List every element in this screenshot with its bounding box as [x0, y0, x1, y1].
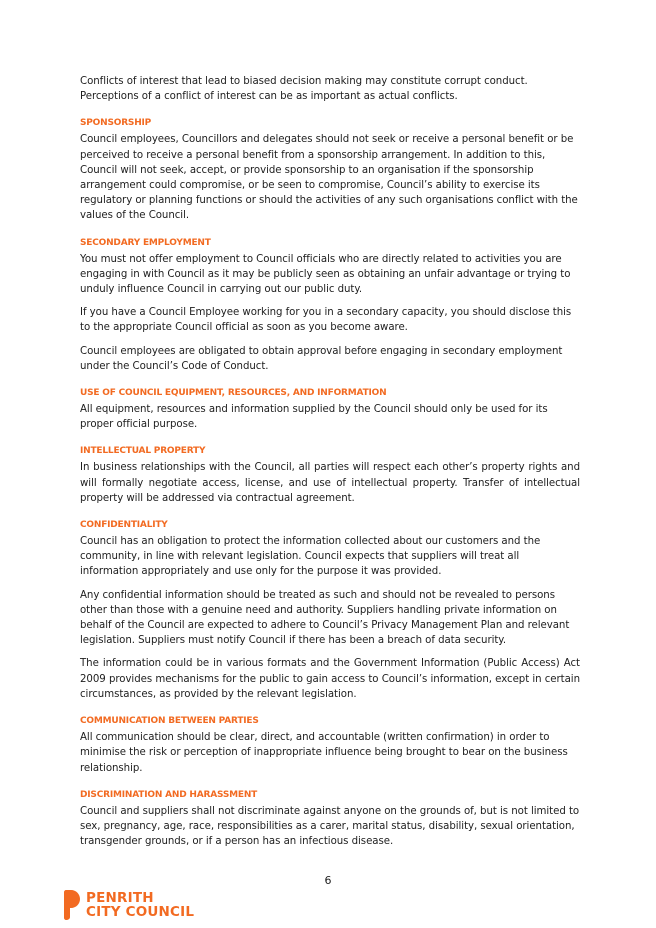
section-paragraph: The information could be in various formats and the Government Information (Public Access) Act 2009 provides mechanisms for the public to gain access to Council’s information, except in certain circumstances, as provided by the relevant legislation.	[80, 658, 580, 700]
section-heading: SPONSORSHIP	[80, 118, 152, 129]
section-communication	[80, 715, 580, 776]
section-paragraph: All equipment, resources and information supplied by the Council should only be used for its proper official purpose.	[80, 404, 548, 431]
logo-wordmark	[86, 891, 194, 920]
page-number: 6	[324, 874, 332, 887]
section-paragraph: Council has an obligation to protect the information collected about our customers and the community, in line with relevant legislation. Council expects that suppliers will treat all information appropriately and use only for the purpose it was provided.	[80, 536, 541, 578]
logo-line-1: PENRITH	[86, 889, 154, 906]
section-heading: CONFIDENTIALITY	[80, 520, 168, 531]
section-paragraph: You must not offer employment to Council officials who are directly related to activities you are engaging in with Council as it may be publicly seen as obtaining an unfair advantage or trying to unduly influence Council in carrying out our public duty.	[80, 253, 571, 296]
section-intellectual-property	[80, 445, 580, 506]
section-heading: DISCRIMINATION AND HARASSMENT	[80, 789, 258, 800]
section-paragraph: Any confidential information should be treated as such and should not be revealed to persons other than those with a genuine need and authority. Suppliers handling private information on behalf of the Council are expected to adhere to Council’s Privacy Management Plan and relevant legislation. Suppliers must notify Council if there has been a breach of data security.	[80, 589, 570, 647]
section-heading: SECONDARY EMPLOYMENT	[80, 237, 211, 248]
section-paragraph: All communication should be clear, direct, and accountable (written confirmation) in order to minimise the risk or perception of inappropriate influence being brought to bear on the business relationship.	[80, 732, 568, 774]
section-confidentiality	[80, 519, 580, 702]
section-heading: INTELLECTUAL PROPERTY	[80, 446, 206, 457]
section-heading: COMMUNICATION BETWEEN PARTIES	[80, 716, 259, 727]
section-paragraph: In business relationships with the Council, all parties will respect each other’s property rights and will formally negotiate access, license, and use of intellectual property. Transfer of intellectual property will be addressed via contractual agreement.	[80, 462, 580, 504]
logo-line-2: CITY COUNCIL	[86, 904, 195, 920]
section-paragraph: Council employees are obligated to obtain approval before engaging in secondary employment under the Council’s Code of Conduct.	[80, 345, 563, 372]
section-paragraph: Council employees, Councillors and delegates should not seek or receive a personal benefit or be perceived to receive a personal benefit from a sponsorship arrangement. In addition to this, Council will not seek, accept, or provide sponsorship to an organisation if the sponsorship arrangement could compromise, or be seen to compromise, Council’s ability to exercise its regulatory or planning functions or should the activities of any such organisations conflict with the values of the Council.	[80, 134, 578, 222]
document-body	[80, 74, 580, 857]
section-paragraph: Council and suppliers shall not discriminate against anyone on the grounds of, but is not limited to sex, pregnancy, age, race, responsibilities as a carer, marital status, disability, sexual orientation, transgender grounds, or if a person has an infectious disease.	[80, 805, 580, 848]
intro-paragraph: Conflicts of interest that lead to biased decision making may constitute corrupt conduct. Perceptions of a conflict of interest can be as important as actual conflicts.	[80, 76, 528, 103]
penrith-p-mark-icon	[62, 890, 80, 920]
section-secondary-employment	[80, 237, 580, 374]
section-sponsorship	[80, 117, 580, 223]
section-discrimination	[80, 789, 580, 850]
section-heading: USE OF COUNCIL EQUIPMENT, RESOURCES, AND INFORMATION	[80, 388, 387, 399]
penrith-city-council-logo	[62, 888, 194, 922]
section-paragraph: If you have a Council Employee working for you in a secondary capacity, you should disclose this to the appropriate Council official as soon as you become aware.	[80, 307, 572, 334]
section-council-equipment	[80, 387, 580, 432]
